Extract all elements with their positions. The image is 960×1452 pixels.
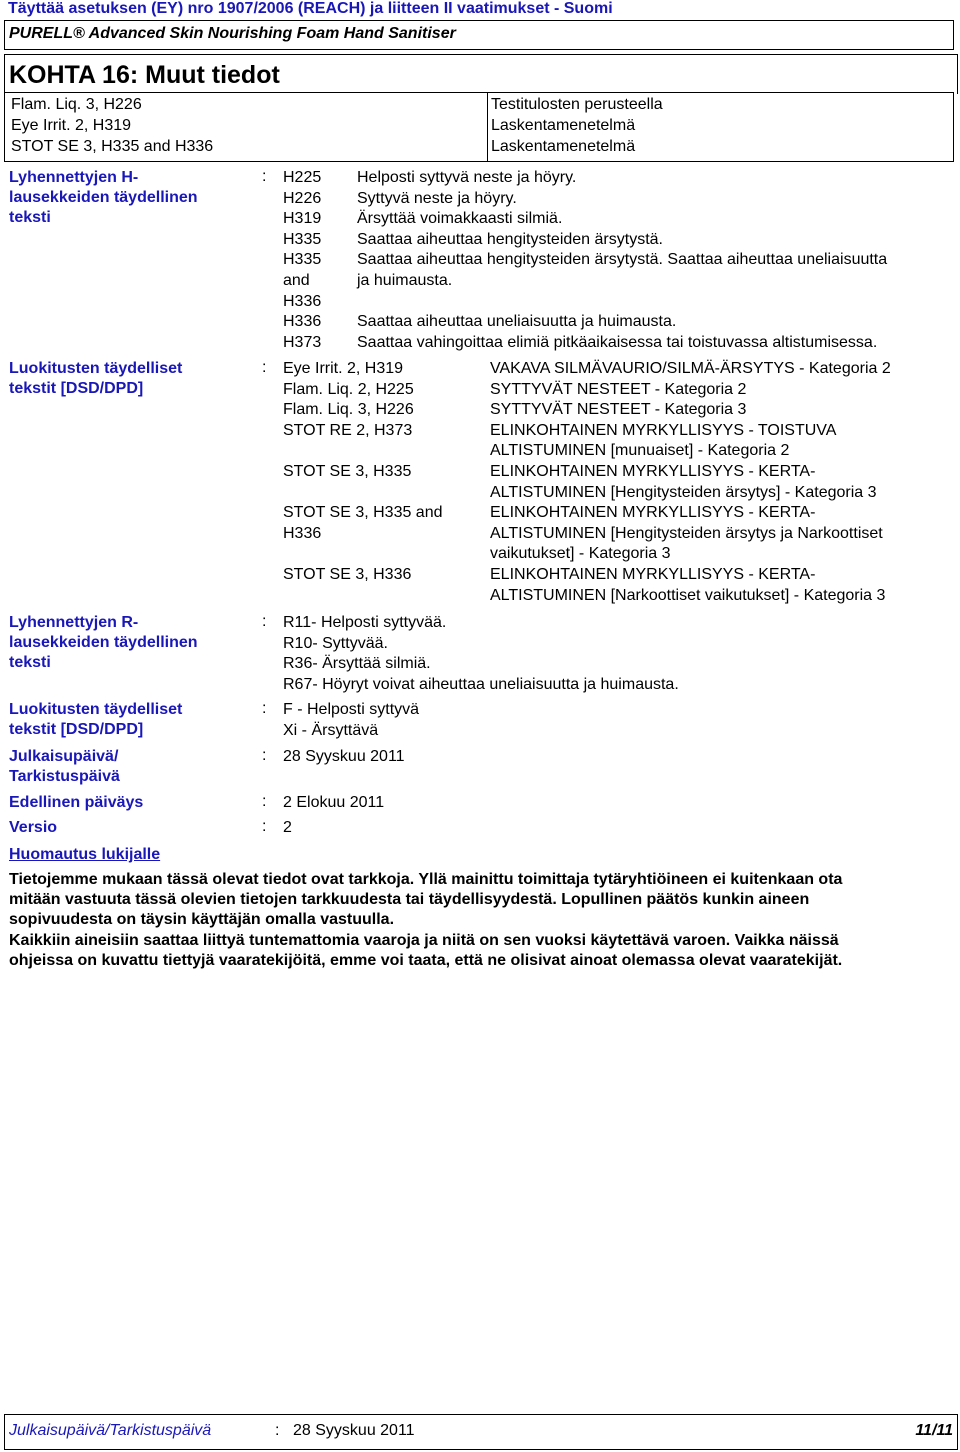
classification-text: SYTTYVÄT NESTEET - Kategoria 3 [490, 401, 747, 419]
table-cell-method: Laskentamenetelmä [491, 117, 636, 134]
classification-code: Flam. Liq. 2, H225 [283, 380, 414, 398]
classification-text: SYTTYVÄT NESTEET - Kategoria 2 [490, 380, 747, 398]
h-code: H336 [283, 292, 322, 310]
h-text: Ärsyttää voimakkaasti silmiä. [357, 210, 563, 228]
footer-date-value: 28 Syyskuu 2011 [293, 1422, 415, 1439]
classification-text: ELINKOHTAINEN MYRKYLLISYYS - KERTA- [490, 566, 816, 583]
h-text: Saattaa vahingoittaa elimiä pitkäaikaisessa tai toistuvassa altistumisessa. [357, 333, 878, 351]
notice-line: mitään vastuuta tässä olevien tietojen tarkkuudesta tai täydellisyydestä. Lopullinen päätös kunkin aineen [9, 891, 810, 909]
label-line: Julkaisupäivä/ [9, 748, 119, 765]
reader-note-heading: Huomautus lukijalle [9, 846, 161, 863]
classification-code: STOT SE 3, H335 and [283, 504, 443, 522]
classification-text: VAKAVA SILMÄVAURIO/SILMÄ-ÄRSYTYS - Kategoria 2 [490, 360, 891, 377]
h-text: Saattaa aiheuttaa uneliaisuutta ja huimausta. [357, 313, 677, 331]
table-cell-classification: Flam. Liq. 3, H226 [11, 96, 142, 113]
h-code: H335 [283, 251, 322, 269]
label-line: Lyhennettyjen R- [9, 614, 139, 631]
dsd-classifications-label [9, 700, 182, 740]
table-cell-classification: STOT SE 3, H335 and H336 [11, 138, 214, 155]
disclaimer-notice [9, 870, 954, 971]
h-code: H226 [283, 189, 322, 207]
label-line: Tarkistuspäivä [9, 768, 120, 785]
r-phrase: R10- Syttyvää. [283, 634, 388, 652]
colon: : [262, 359, 267, 376]
table-cell-method: Laskentamenetelmä [491, 138, 636, 155]
colon: : [262, 700, 267, 717]
table-divider [487, 93, 488, 161]
issue-date-value: 28 Syyskuu 2011 [283, 748, 405, 765]
label-line: teksti [9, 209, 51, 226]
colon: : [262, 747, 267, 764]
h-text: Syttyvä neste ja höyry. [357, 189, 517, 207]
classification-code: STOT SE 3, H336 [283, 566, 412, 583]
h-code: H373 [283, 333, 322, 351]
notice-line: Kaikkiin aineisiin saattaa liittyä tuntemattomia vaaroja ja niitä on sen vuoksi käytettävä varoen. Vaikka näissä [9, 931, 839, 949]
classification-code: STOT RE 2, H373 [283, 421, 413, 439]
classification-text: ALTISTUMINEN [munuaiset] - Kategoria 2 [490, 442, 790, 460]
colon: : [262, 613, 267, 630]
section-title: KOHTA 16: Muut tiedot [9, 61, 280, 89]
classification-code: STOT SE 3, H335 [283, 463, 412, 480]
product-name-box [4, 20, 954, 50]
product-name: PURELL® Advanced Skin Nourishing Foam Hand Sanitiser [9, 25, 456, 42]
classification-text: ALTISTUMINEN [Narkoottiset vaikutukset] - Kategoria 3 [490, 586, 886, 604]
page-number: 11/11 [915, 1422, 953, 1439]
label-line: tekstit [DSD/DPD] [9, 380, 144, 397]
notice-line: sopivuudesta on täysin käyttäjän omalla vastuulla. [9, 911, 395, 929]
label-line: Luokitusten täydelliset [9, 360, 183, 377]
previous-date-value: 2 Elokuu 2011 [283, 794, 385, 811]
r-phrase: R36- Ärsyttää silmiä. [283, 655, 431, 673]
section-title-box [4, 54, 958, 94]
colon: : [262, 793, 267, 810]
classification-code: H336 [283, 524, 322, 542]
h-code: and [283, 272, 310, 289]
h-code: H336 [283, 313, 322, 331]
label-line: lausekkeiden täydellinen [9, 634, 198, 651]
classification-text: ELINKOHTAINEN MYRKYLLISYYS - KERTA- [490, 504, 816, 522]
classification-text: vaikutukset] - Kategoria 3 [490, 545, 671, 563]
h-code: H319 [283, 210, 322, 228]
classification-text: ELINKOHTAINEN MYRKYLLISYYS - KERTA- [490, 463, 816, 480]
table-cell-method: Testitulosten perusteella [491, 96, 663, 113]
h-code: H335 [283, 230, 322, 248]
label-line: lausekkeiden täydellinen [9, 189, 198, 206]
footer-date-label: Julkaisupäivä/Tarkistuspäivä [9, 1422, 212, 1439]
classification-text: ALTISTUMINEN [Hengitysteiden ärsytys ja Narkoottiset [490, 524, 883, 542]
regulation-title: Täyttää asetuksen (EY) nro 1907/2006 (REACH) ja liitteen II vaatimukset - Suomi [8, 0, 613, 17]
h-text: Helposti syttyvä neste ja höyry. [357, 169, 577, 186]
colon: : [262, 818, 267, 835]
r-phrase: R67- Höyryt voivat aiheuttaa uneliaisuutta ja huimausta. [283, 675, 679, 693]
classification-code: Eye Irrit. 2, H319 [283, 360, 404, 377]
issue-date-label [9, 747, 120, 787]
h-text: Saattaa aiheuttaa hengitysteiden ärsytystä. Saattaa aiheuttaa uneliaisuutta [357, 251, 888, 269]
colon: : [262, 168, 267, 185]
label-line: Lyhennettyjen H- [9, 169, 139, 186]
version-value: 2 [283, 819, 292, 836]
table-cell-classification: Eye Irrit. 2, H319 [11, 117, 132, 134]
label-line: Luokitusten täydelliset [9, 701, 183, 718]
classification-text: ELINKOHTAINEN MYRKYLLISYYS - TOISTUVA [490, 421, 837, 439]
previous-date-label: Edellinen päiväys [9, 794, 144, 811]
h-text: Saattaa aiheuttaa hengitysteiden ärsytystä. [357, 230, 663, 248]
notice-line: ohjeissa on kuvattu tiettyjä vaaratekijöitä, emme voi taata, että ne olisivat ainoat olemassa olevat vaaratekijät. [9, 951, 843, 969]
h-code: H225 [283, 169, 322, 186]
h-text: ja huimausta. [357, 272, 453, 289]
page-footer [4, 1414, 958, 1450]
classification-text: ALTISTUMINEN [Hengitysteiden ärsytys] - Kategoria 3 [490, 483, 877, 501]
classification-code: Flam. Liq. 3, H226 [283, 401, 414, 419]
dsd-item: Xi - Ärsyttävä [283, 721, 379, 739]
version-label: Versio [9, 819, 58, 836]
colon: : [275, 1422, 280, 1439]
classifications-label [9, 359, 182, 399]
label-line: tekstit [DSD/DPD] [9, 721, 144, 738]
classification-table [4, 92, 954, 162]
notice-line: Tietojemme mukaan tässä olevat tiedot ovat tarkkoja. Yllä mainittu toimittaja tytäryhtiöineen ei kuitenkaan ota [9, 871, 843, 888]
r-phrases-label [9, 613, 198, 673]
r-phrase: R11- Helposti syttyvää. [283, 614, 447, 631]
h-phrases-label [9, 168, 198, 228]
label-line: teksti [9, 654, 51, 671]
dsd-item: F - Helposti syttyvä [283, 701, 420, 718]
